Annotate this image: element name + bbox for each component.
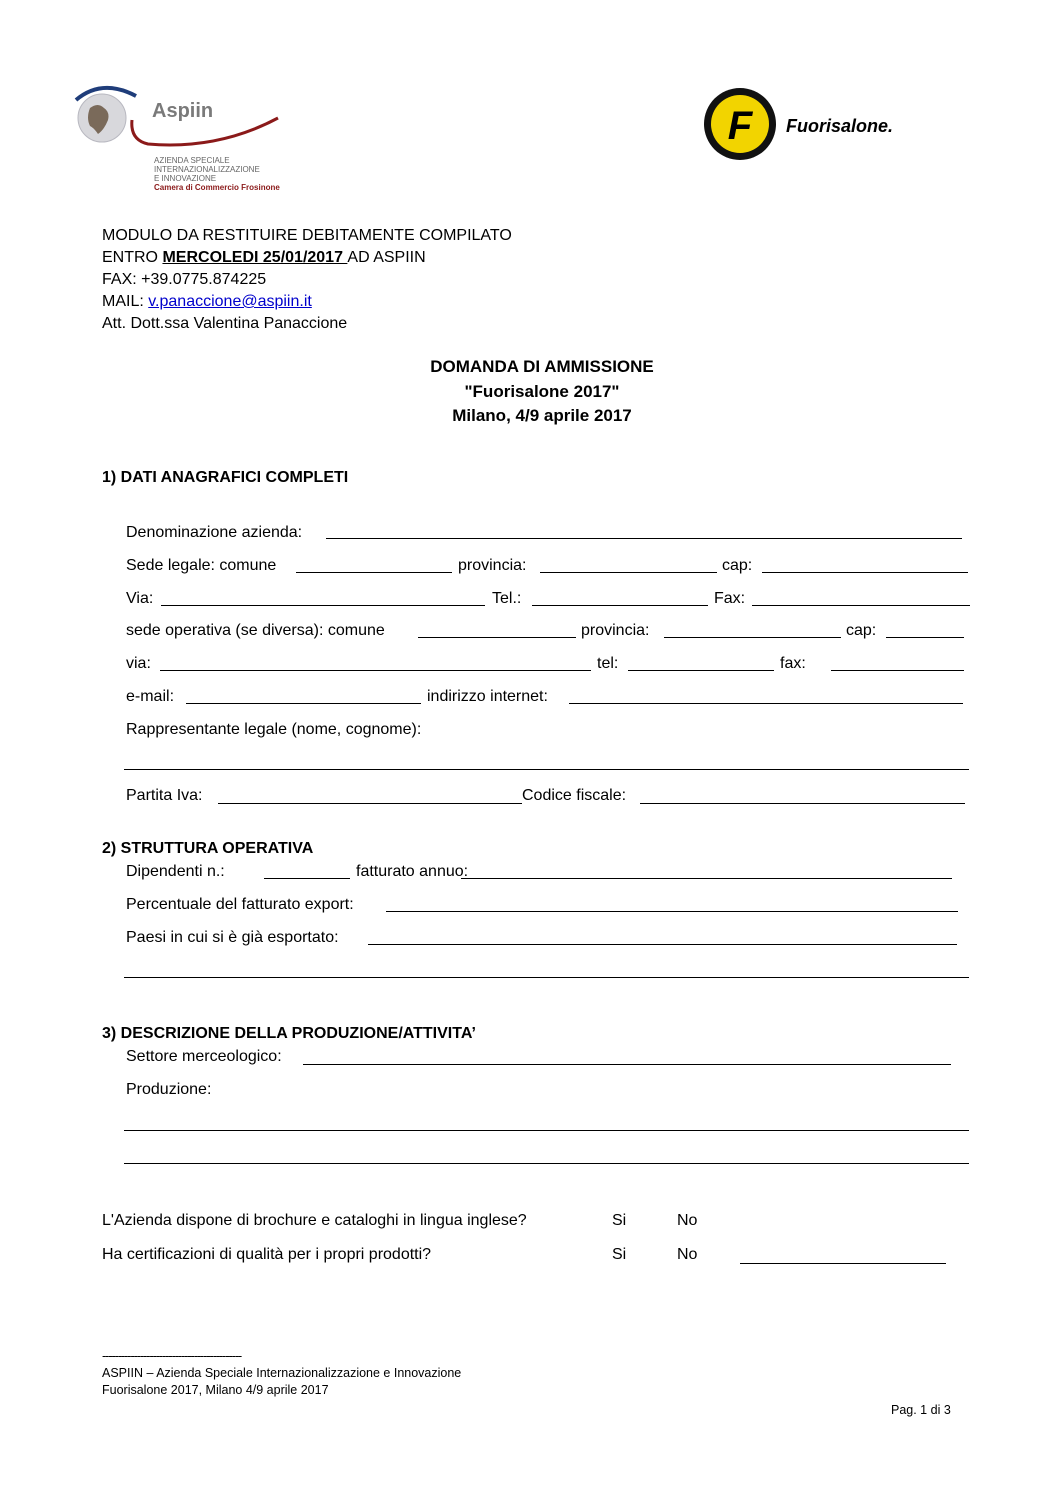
field-fatturato[interactable] bbox=[461, 878, 952, 879]
question-brochure: L'Azienda dispone di brochure e cataloghi in lingua inglese? bbox=[102, 1212, 527, 1229]
field-via[interactable] bbox=[161, 605, 485, 606]
option-no-brochure[interactable]: No bbox=[677, 1212, 698, 1229]
footer-line2: Fuorisalone 2017, Milano 4/9 aprile 2017 bbox=[102, 1383, 329, 1397]
label-cap2: cap: bbox=[846, 622, 877, 639]
aspiin-logo bbox=[68, 80, 298, 200]
label-cf: Codice fiscale: bbox=[522, 787, 627, 804]
header-att: Att. Dott.ssa Valentina Panaccione bbox=[102, 315, 348, 332]
field-cap[interactable] bbox=[762, 572, 968, 573]
label-fatturato: fatturato annuo: bbox=[356, 863, 469, 880]
label-sede-operativa: sede operativa (se diversa): comune bbox=[126, 622, 385, 639]
field-paesi-extra[interactable] bbox=[124, 977, 969, 978]
field-cap-operativa[interactable] bbox=[886, 637, 964, 638]
fuorisalone-name: Fuorisalone. bbox=[786, 116, 894, 136]
field-produzione-2[interactable] bbox=[124, 1163, 969, 1164]
aspiin-name: Aspiin bbox=[152, 100, 214, 122]
field-email[interactable] bbox=[186, 703, 421, 704]
field-piva[interactable] bbox=[218, 803, 522, 804]
field-fax-operativa[interactable] bbox=[831, 670, 964, 671]
option-si-brochure[interactable]: Si bbox=[612, 1212, 627, 1229]
label-tel: Tel.: bbox=[492, 590, 522, 607]
page-number: Pag. 1 di 3 bbox=[891, 1403, 951, 1417]
label-dipendenti: Dipendenti n.: bbox=[126, 863, 225, 880]
field-via-operativa[interactable] bbox=[160, 670, 591, 671]
mail-link[interactable]: v.panaccione@aspiin.it bbox=[148, 293, 312, 310]
deadline-date: MERCOLEDI 25/01/2017 bbox=[162, 249, 348, 266]
field-provincia-operativa[interactable] bbox=[664, 637, 841, 638]
aspiin-sub-1: AZIENDA SPECIALE bbox=[154, 156, 230, 165]
field-internet[interactable] bbox=[569, 703, 963, 704]
field-cf[interactable] bbox=[640, 803, 965, 804]
section3-heading: 3) DESCRIZIONE DELLA PRODUZIONE/ATTIVITA’ bbox=[102, 1025, 476, 1042]
fuorisalone-logo bbox=[702, 86, 942, 166]
label-email: e-mail: bbox=[126, 688, 175, 705]
label-settore: Settore merceologico: bbox=[126, 1048, 282, 1065]
label-denominazione: Denominazione azienda: bbox=[126, 524, 303, 541]
section2-heading: 2) STRUTTURA OPERATIVA bbox=[102, 840, 314, 857]
field-tel[interactable] bbox=[532, 605, 708, 606]
label-cap: cap: bbox=[722, 557, 753, 574]
field-paesi[interactable] bbox=[368, 944, 957, 945]
footer-line1: ASPIIN – Azienda Speciale Internazionalizzazione e Innovazione bbox=[102, 1366, 462, 1380]
label-percentuale: Percentuale del fatturato export: bbox=[126, 896, 354, 913]
fuori-letter: F bbox=[727, 104, 753, 148]
aspiin-camera: Camera di Commercio Frosinone bbox=[154, 183, 280, 192]
title-line1: DOMANDA DI AMMISSIONE bbox=[430, 357, 654, 376]
header-fax: FAX: +39.0775.874225 bbox=[102, 271, 267, 288]
header-line2: ENTRO MERCOLEDI 25/01/2017 AD ASPIIN bbox=[102, 249, 426, 266]
title-line3: Milano, 4/9 aprile 2017 bbox=[452, 406, 632, 425]
footer-divider: -------------------------------------------- bbox=[102, 1349, 242, 1363]
label-rappresentante: Rappresentante legale (nome, cognome): bbox=[126, 721, 422, 738]
field-provincia[interactable] bbox=[540, 572, 717, 573]
label-fax: Fax: bbox=[714, 590, 746, 607]
option-no-certificazioni[interactable]: No bbox=[677, 1246, 698, 1263]
label-paesi: Paesi in cui si è già esportato: bbox=[126, 929, 339, 946]
field-certificazioni[interactable] bbox=[740, 1263, 946, 1264]
field-dipendenti[interactable] bbox=[264, 878, 350, 879]
field-comune[interactable] bbox=[296, 572, 452, 573]
header-line1: MODULO DA RESTITUIRE DEBITAMENTE COMPILATO bbox=[102, 227, 512, 244]
field-rappresentante[interactable] bbox=[124, 769, 969, 770]
label-sede-legale: Sede legale: comune bbox=[126, 557, 277, 574]
field-comune-operativa[interactable] bbox=[418, 637, 576, 638]
label-produzione: Produzione: bbox=[126, 1081, 212, 1098]
aspiin-sub-3: E INNOVAZIONE bbox=[154, 174, 217, 183]
question-certificazioni: Ha certificazioni di qualità per i propri prodotti? bbox=[102, 1246, 432, 1263]
fuorisalone-f-icon bbox=[702, 86, 778, 162]
field-tel-operativa[interactable] bbox=[628, 670, 774, 671]
field-percentuale[interactable] bbox=[386, 911, 958, 912]
field-produzione-1[interactable] bbox=[124, 1130, 969, 1131]
field-fax[interactable] bbox=[752, 605, 970, 606]
field-denominazione[interactable] bbox=[326, 538, 962, 539]
label-provincia2: provincia: bbox=[581, 622, 650, 639]
title-line2: "Fuorisalone 2017" bbox=[464, 382, 620, 401]
aspiin-sub-2: INTERNAZIONALIZZAZIONE bbox=[154, 165, 260, 174]
label-via: Via: bbox=[126, 590, 154, 607]
label-via2: via: bbox=[126, 655, 151, 672]
label-internet: indirizzo internet: bbox=[427, 688, 548, 705]
label-tel2: tel: bbox=[597, 655, 619, 672]
label-provincia: provincia: bbox=[458, 557, 527, 574]
label-fax2: fax: bbox=[780, 655, 806, 672]
field-settore[interactable] bbox=[303, 1064, 951, 1065]
header-mail: MAIL: v.panaccione@aspiin.it bbox=[102, 293, 312, 310]
label-piva: Partita Iva: bbox=[126, 787, 203, 804]
section1-heading: 1) DATI ANAGRAFICI COMPLETI bbox=[102, 469, 349, 486]
option-si-certificazioni[interactable]: Si bbox=[612, 1246, 627, 1263]
